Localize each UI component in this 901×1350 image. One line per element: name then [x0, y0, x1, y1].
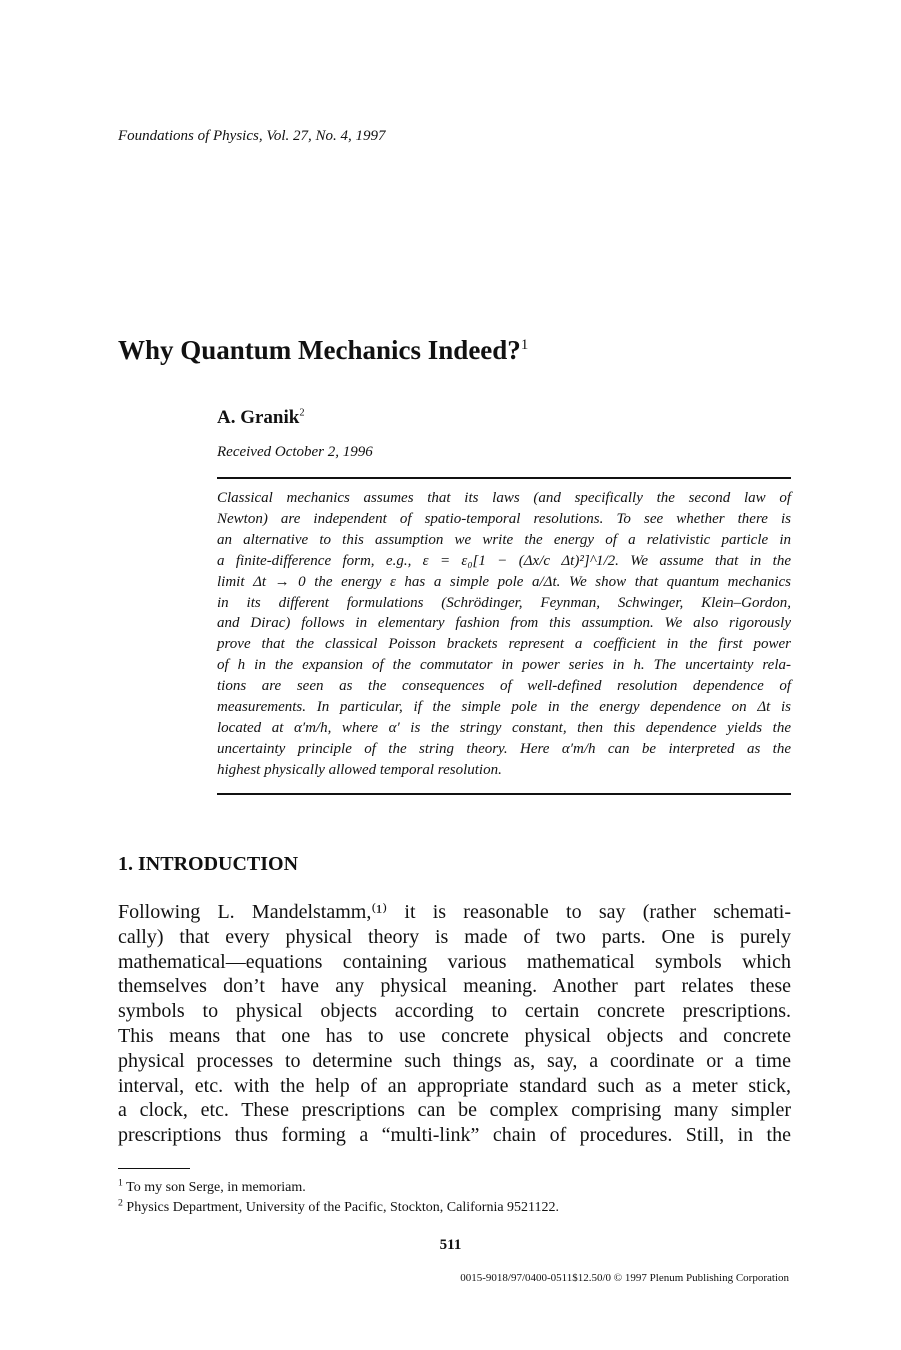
abstract-line: Classical mechanics assumes that its laws (and specifically the second law of	[217, 490, 791, 506]
section-heading: 1. INTRODUCTION	[118, 853, 299, 875]
footnote-text: To my son Serge, in memoriam.	[126, 1180, 306, 1195]
abstract-line: highest physically allowed temporal resolution.	[217, 761, 502, 778]
title-text: Why Quantum Mechanics Indeed?	[118, 335, 521, 365]
body-line: Following L. Mandelstamm,⁽¹⁾ it is reasonable to say (rather schemati-	[118, 901, 791, 923]
footnote-1	[118, 1177, 306, 1196]
page-number: 511	[439, 1237, 462, 1253]
abstract-line: and Dirac) follows in elementary fashion from this assumption. We also rigorously	[217, 615, 791, 632]
body-line: prescriptions thus forming a “multi-link” chain of procedures. Still, in the	[118, 1124, 791, 1147]
page-title	[118, 335, 528, 366]
journal-citation: Foundations of Physics, Vol. 27, No. 4, 1997	[118, 128, 386, 144]
abstract-top-rule	[217, 477, 791, 479]
copyright-line: 0015-9018/97/0400-0511$12.50/0 © 1997 Plenum Publishing Corporation	[460, 1272, 789, 1284]
author-name: A. Granik	[217, 407, 300, 428]
footnote-text: Physics Department, University of the Pacific, Stockton, California 9521122.	[126, 1200, 560, 1215]
abstract-line: a finite-difference form, e.g., ε = ε₀[1 − (Δx/c Δt)²]^1/2. We assume that in the	[217, 552, 791, 569]
author-footnote-mark: 2	[299, 407, 305, 419]
footnote-mark: 1	[118, 1177, 123, 1189]
body-line: cally) that every physical theory is made of two parts. One is purely	[118, 925, 791, 948]
footnote-mark: 2	[118, 1197, 123, 1209]
abstract-line: prove that the classical Poisson brackets represent a coefficient in the first power	[217, 636, 791, 653]
abstract-line: measurements. In particular, if the simple pole in the energy dependence on Δt is	[217, 699, 791, 716]
abstract	[217, 488, 791, 781]
body-line: This means that one has to use concrete physical objects and concrete	[118, 1024, 791, 1047]
abstract-line: of h in the expansion of the commutator in power series in h. The uncertainty rela-	[217, 657, 791, 674]
footnote-2	[118, 1197, 560, 1216]
body-line: physical processes to determine such things as, say, a coordinate or a time	[118, 1049, 791, 1072]
author	[217, 407, 305, 429]
body-line: interval, etc. with the help of an appropriate standard such as a meter stick,	[118, 1074, 791, 1097]
received-date: Received October 2, 1996	[217, 444, 373, 460]
footnote-rule	[118, 1168, 190, 1169]
body-line: a clock, etc. These prescriptions can be complex comprising many simpler	[118, 1099, 791, 1122]
abstract-bottom-rule	[217, 793, 791, 795]
abstract-line: in its different formulations (Schrödinger, Feynman, Schwinger, Klein–Gordon,	[217, 594, 791, 611]
abstract-line: uncertainty principle of the string theory. Here α′m/h can be interpreted as the	[217, 740, 791, 757]
abstract-line: Newton) are independent of spatio-temporal resolutions. To see whether there is	[217, 510, 791, 527]
body-line: themselves don’t have any physical meaning. Another part relates these	[118, 975, 791, 998]
abstract-line: limit Δt → 0 the energy ε has a simple pole a/Δt. We show that quantum mechanics	[217, 573, 791, 590]
title-footnote-mark: 1	[520, 337, 529, 353]
body-line: symbols to physical objects according to certain concrete prescriptions.	[118, 1000, 791, 1023]
body-text	[118, 900, 791, 1148]
body-line: mathematical—equations containing various mathematical symbols which	[118, 950, 791, 973]
abstract-line: tions are seen as the consequences of well-defined resolution dependence of	[217, 678, 791, 695]
abstract-line: an alternative to this assumption we write the energy of a relativistic particle in	[217, 531, 791, 548]
abstract-line: located at α′m/h, where α′ is the stringy constant, then this dependence yields the	[217, 719, 791, 736]
